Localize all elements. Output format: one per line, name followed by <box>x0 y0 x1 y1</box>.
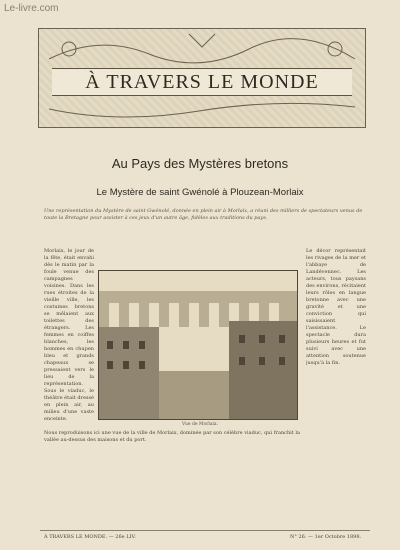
illustration-caption: Vue de Morlaix. <box>182 422 218 427</box>
intro-paragraph: Une représentation du Mystère de saint Gwénolé, donnée en plein air à Morlaix, a réuni des milliers de spectateurs venus de toute la Bretagne pour assister à ces jeux d'un autre âge, fidèles aux traditions du pays. <box>44 208 363 221</box>
engraving-art <box>99 271 297 419</box>
footer-rule <box>40 530 370 531</box>
article-subtitle: Le Mystère de saint Gwénolé à Plouzean-Morlaix <box>96 187 304 198</box>
footer-right: N° 26. — 1er Octobre 1898. <box>290 534 362 540</box>
masthead-title: À TRAVERS LE MONDE <box>52 68 352 96</box>
morlaix-engraving <box>98 270 298 420</box>
watermark: Le-livre.com <box>4 3 59 14</box>
article-title: Au Pays des Mystères bretons <box>111 156 289 171</box>
footer-left: À TRAVERS LE MONDE. — 26e LIV. <box>44 534 136 540</box>
column-bottom: Nous reproduisons ici une vue de la ville de Morlaix, dominée par son célèbre viaduc, qui franchit la vallée au-dessus des maisons et du port. <box>44 430 300 443</box>
column-left: Morlaix, le jour de la fête, était envahi dès le matin par la foule venue des campagnes voisines. Dans les rues étroites de la vieille ville, les costumes bretons se mêlaient aux toilettes des étrangers. Les femmes en coiffes blanches, les hommes en chupen bleu et grands chapeaux se pressaient vers le lieu de la représentation. Sous le viaduc, le théâtre était dressé en plein air, au milieu d'une vaste enceinte. <box>44 248 94 422</box>
column-right: Le décor représentait les rivages de la mer et l'abbaye de Landévennec. Les acteurs, tous paysans des environs, récitaient leurs rôles en langue bretonne avec une gravité et une conviction qui saisissaient l'assistance. Le spectacle dura plusieurs heures et fut suivi avec une attention soutenue jusqu'à la fin. <box>306 248 366 366</box>
